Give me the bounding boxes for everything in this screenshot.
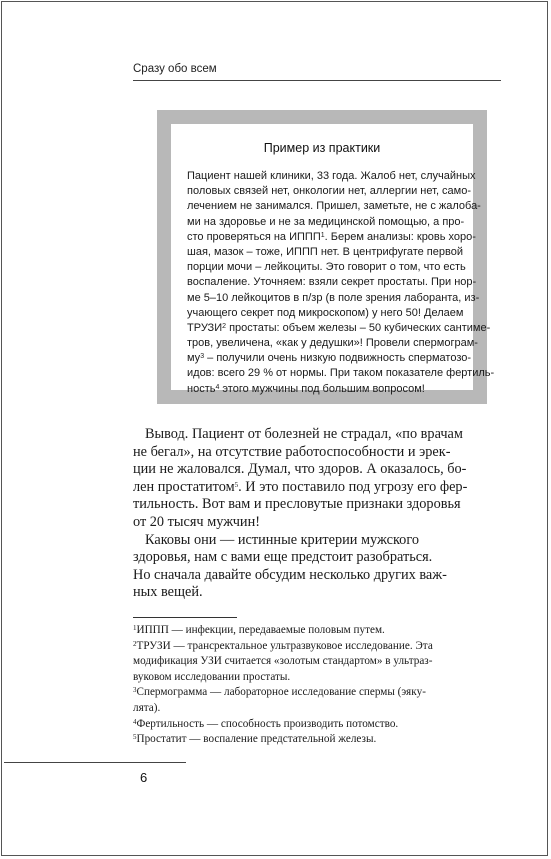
box-line [187, 382, 461, 397]
paragraph-line [133, 479, 503, 497]
practice-example-inner [171, 124, 495, 395]
paragraph-line-part: . И это поставило под угрозу его фер- [238, 478, 468, 495]
box-line: идов: всего 29 % от нормы. При таком показателе фертиль- [187, 367, 495, 380]
footnote-continuation: модификация УЗИ считается «золотым стандартом» в ультраз- [133, 655, 433, 668]
footnote-number: 4 [133, 717, 137, 726]
footnote-number: 5 [133, 733, 137, 742]
footnote-text: ИППП — инфекции, передаваемые половым путем. [136, 624, 385, 636]
footnote [133, 717, 503, 733]
footnote-ref[interactable]: 3 [200, 353, 205, 361]
footnote-ref[interactable]: 1 [320, 231, 325, 239]
paragraph-line-part: лен простатитом [133, 478, 235, 495]
footnote-text: Фертильность — способность производить потомство. [136, 717, 399, 730]
box-line: тров, увеличена, «как у дедушки»! Провели спермограм- [187, 337, 478, 350]
paragraph-line: ных вещей. [133, 584, 203, 601]
footnote-rule [133, 617, 237, 618]
box-line: шая, мазок – тоже, ИППП нет. В центрифугате первой [187, 245, 463, 258]
paragraph-line: ции не жаловался. Думал, что здоров. А оказалось, бо- [133, 461, 467, 478]
paragraph-line: от 20 тысяч мужчин! [133, 513, 260, 530]
footnote-number: 3 [133, 686, 137, 695]
paragraph-line: Вывод. Пациент от болезней не страдал, «по врачам [145, 426, 463, 442]
box-title: Пример из практики [263, 141, 381, 155]
footnote-number: 1 [133, 624, 137, 632]
box-line: лечением не занимался. Пришел, заметьте, не с жалоба- [187, 200, 481, 213]
box-line [187, 230, 476, 245]
box-line: половых связей нет, онкологии нет, аллергии нет, само- [187, 185, 472, 198]
box-line: ми на здоровье и не за медицинской помощью, а про- [187, 215, 465, 228]
footnote [133, 639, 503, 655]
box-line-part: ность [187, 382, 216, 395]
box-line-part: – получили очень низкую подвижность сперматозо- [204, 352, 472, 365]
box-line-part: ТРУЗИ [187, 321, 223, 334]
box-line: ме 5–10 лейкоцитов в п/зр (в поле зрения лаборанта, из- [187, 291, 480, 304]
bottom-rule [4, 762, 186, 763]
footnote-ref[interactable]: 2 [222, 322, 227, 330]
box-line [187, 321, 491, 336]
box-line-part: сто проверяться на ИППП [187, 230, 321, 243]
practice-example-box [157, 110, 495, 404]
box-line: учающего секрет под микроскопом) у него 50! Делаем [187, 306, 464, 319]
paragraph-line: здоровья, нам с вами еще предстоит разобраться. [133, 549, 433, 566]
footnote [133, 685, 503, 701]
box-line [187, 351, 472, 366]
box-line-part: . Берем анализы: кровь хоро- [324, 230, 476, 243]
paragraph-line: Каковы они — истинные критерии мужского [145, 531, 419, 548]
footnote-text: Простатит — воспаление предстательной железы. [136, 733, 377, 746]
footnote-number: 2 [133, 639, 137, 648]
footnote [133, 623, 503, 639]
paragraph-line: Но сначала давайте обсудим несколько других важ- [133, 566, 447, 583]
box-line-part: простаты: объем железы – 50 кубических сантиме- [226, 321, 491, 334]
header-rule [133, 80, 501, 81]
paragraph-line: не бегал», на отсутствие работоспособности и эрек- [133, 443, 451, 460]
page-number: 6 [140, 770, 148, 785]
box-line: Пациент нашей клиники, 33 года. Жалоб нет, случайных [187, 170, 476, 182]
box-line: воспаление. Уточняем: взяли секрет простаты. При нор- [187, 276, 477, 289]
footnote-text: Спермограмма — лабораторное исследование спермы (эякy- [136, 686, 426, 699]
footnote-text: ТРУЗИ — трансректальное ультразвуковое исследование. Эта [136, 639, 433, 652]
footnotes [133, 623, 503, 748]
running-header: Сразу обо всем [133, 63, 217, 75]
box-body [187, 169, 495, 397]
footnote [133, 732, 503, 748]
box-line-part: этого мужчины под большим вопросом! [219, 382, 425, 395]
box-line: порции мочи – лейкоциты. Это говорит о том, что есть [187, 261, 466, 274]
footnote-continuation: лята). [133, 701, 161, 714]
footnote-ref[interactable]: 5 [234, 480, 239, 489]
box-line-part: му [187, 352, 201, 365]
footnote-continuation: вуковом исследовании простаты. [133, 670, 291, 683]
main-text [133, 426, 503, 602]
footnote-ref[interactable]: 4 [215, 383, 220, 391]
paragraph-line: тильность. Вот вам и пресловутые признаки здоровья [133, 496, 461, 513]
